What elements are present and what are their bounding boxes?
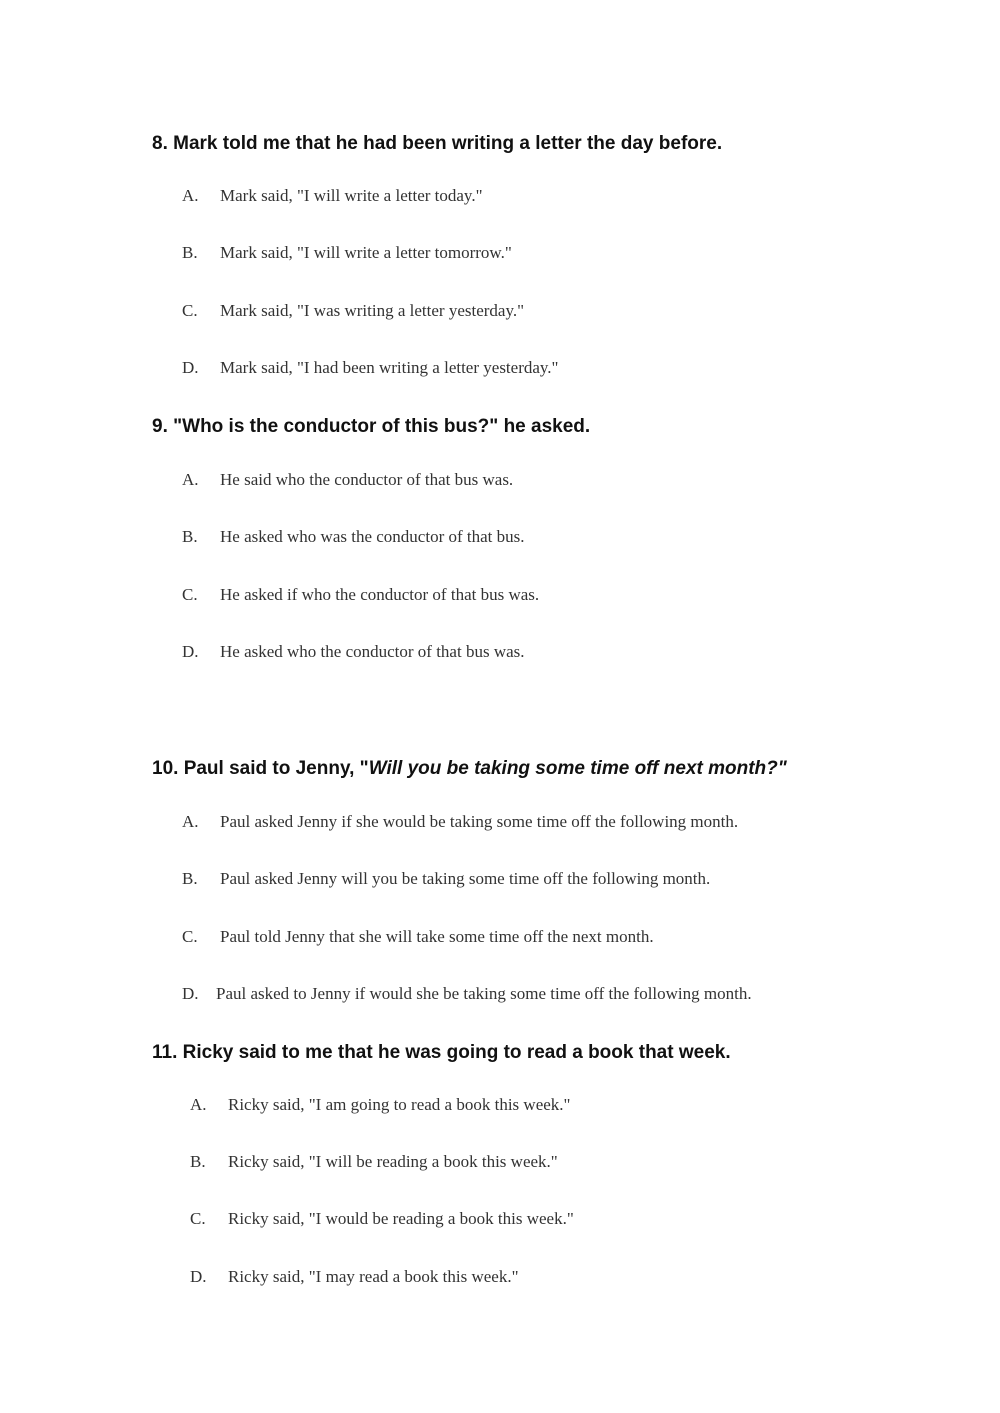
question-10-option-a[interactable] <box>182 811 738 833</box>
option-letter: A. <box>190 1095 207 1114</box>
option-text: Mark said, "I will write a letter tomorrow." <box>220 243 512 262</box>
question-11-stem: 11. Ricky said to me that he was going to read a book that week. <box>152 1042 731 1063</box>
option-letter: D. <box>190 1267 207 1286</box>
option-letter: A. <box>182 812 199 831</box>
option-letter: B. <box>190 1152 206 1171</box>
question-10-stem <box>152 757 787 781</box>
question-8-option-c[interactable] <box>182 300 524 322</box>
question-10-option-d[interactable] <box>182 983 752 1005</box>
question-8-option-d[interactable] <box>182 357 559 379</box>
option-letter: C. <box>182 301 198 320</box>
question-10-stem-prefix: 10. Paul said to Jenny, " <box>152 758 369 779</box>
option-text: He said who the conductor of that bus was. <box>220 470 514 489</box>
option-letter: D. <box>182 358 199 377</box>
option-text: He asked if who the conductor of that bus was. <box>220 585 540 604</box>
option-letter: C. <box>182 927 198 946</box>
option-text: Paul asked Jenny will you be taking some time off the following month. <box>220 869 711 888</box>
question-8-option-a[interactable] <box>182 185 483 207</box>
option-text: Ricky said, "I will be reading a book this week." <box>228 1152 558 1171</box>
question-10-option-c[interactable] <box>182 926 654 948</box>
question-9-option-d[interactable] <box>182 641 525 663</box>
option-text: Ricky said, "I am going to read a book this week." <box>228 1095 571 1114</box>
question-8-stem: 8. Mark told me that he had been writing a letter the day before. <box>152 133 723 154</box>
option-letter: B. <box>182 869 198 888</box>
option-text: He asked who the conductor of that bus was. <box>220 642 525 661</box>
option-letter: D. <box>182 984 199 1003</box>
option-letter: D. <box>182 642 199 661</box>
option-text: Paul asked Jenny if she would be taking some time off the following month. <box>220 812 739 831</box>
option-letter: B. <box>182 527 198 546</box>
option-text: Mark said, "I will write a letter today." <box>220 186 483 205</box>
option-letter: A. <box>182 186 199 205</box>
option-text: Paul told Jenny that she will take some time off the next month. <box>220 927 654 946</box>
question-9-option-b[interactable] <box>182 526 525 548</box>
option-letter: B. <box>182 243 198 262</box>
option-text: Mark said, "I had been writing a letter yesterday." <box>220 358 559 377</box>
option-text: Paul asked to Jenny if would she be taking some time off the following month. <box>216 984 752 1003</box>
question-10-option-b[interactable] <box>182 868 710 890</box>
question-9-option-c[interactable] <box>182 584 539 606</box>
question-11-option-c[interactable] <box>190 1208 574 1230</box>
option-text: Ricky said, "I would be reading a book this week." <box>228 1209 574 1228</box>
option-text: He asked who was the conductor of that bus. <box>220 527 525 546</box>
question-11-option-a[interactable] <box>190 1094 570 1116</box>
option-letter: C. <box>190 1209 206 1228</box>
option-text: Mark said, "I was writing a letter yesterday." <box>220 301 525 320</box>
question-9-stem: 9. "Who is the conductor of this bus?" he asked. <box>152 416 591 437</box>
question-10-stem-quote: Will you be taking some time off next month?" <box>368 758 787 779</box>
option-text: Ricky said, "I may read a book this week." <box>228 1267 519 1286</box>
question-8-option-b[interactable] <box>182 242 512 264</box>
question-11-option-b[interactable] <box>190 1151 558 1173</box>
option-letter: A. <box>182 470 199 489</box>
option-letter: C. <box>182 585 198 604</box>
question-9-option-a[interactable] <box>182 469 513 491</box>
question-11-option-d[interactable] <box>190 1266 519 1288</box>
